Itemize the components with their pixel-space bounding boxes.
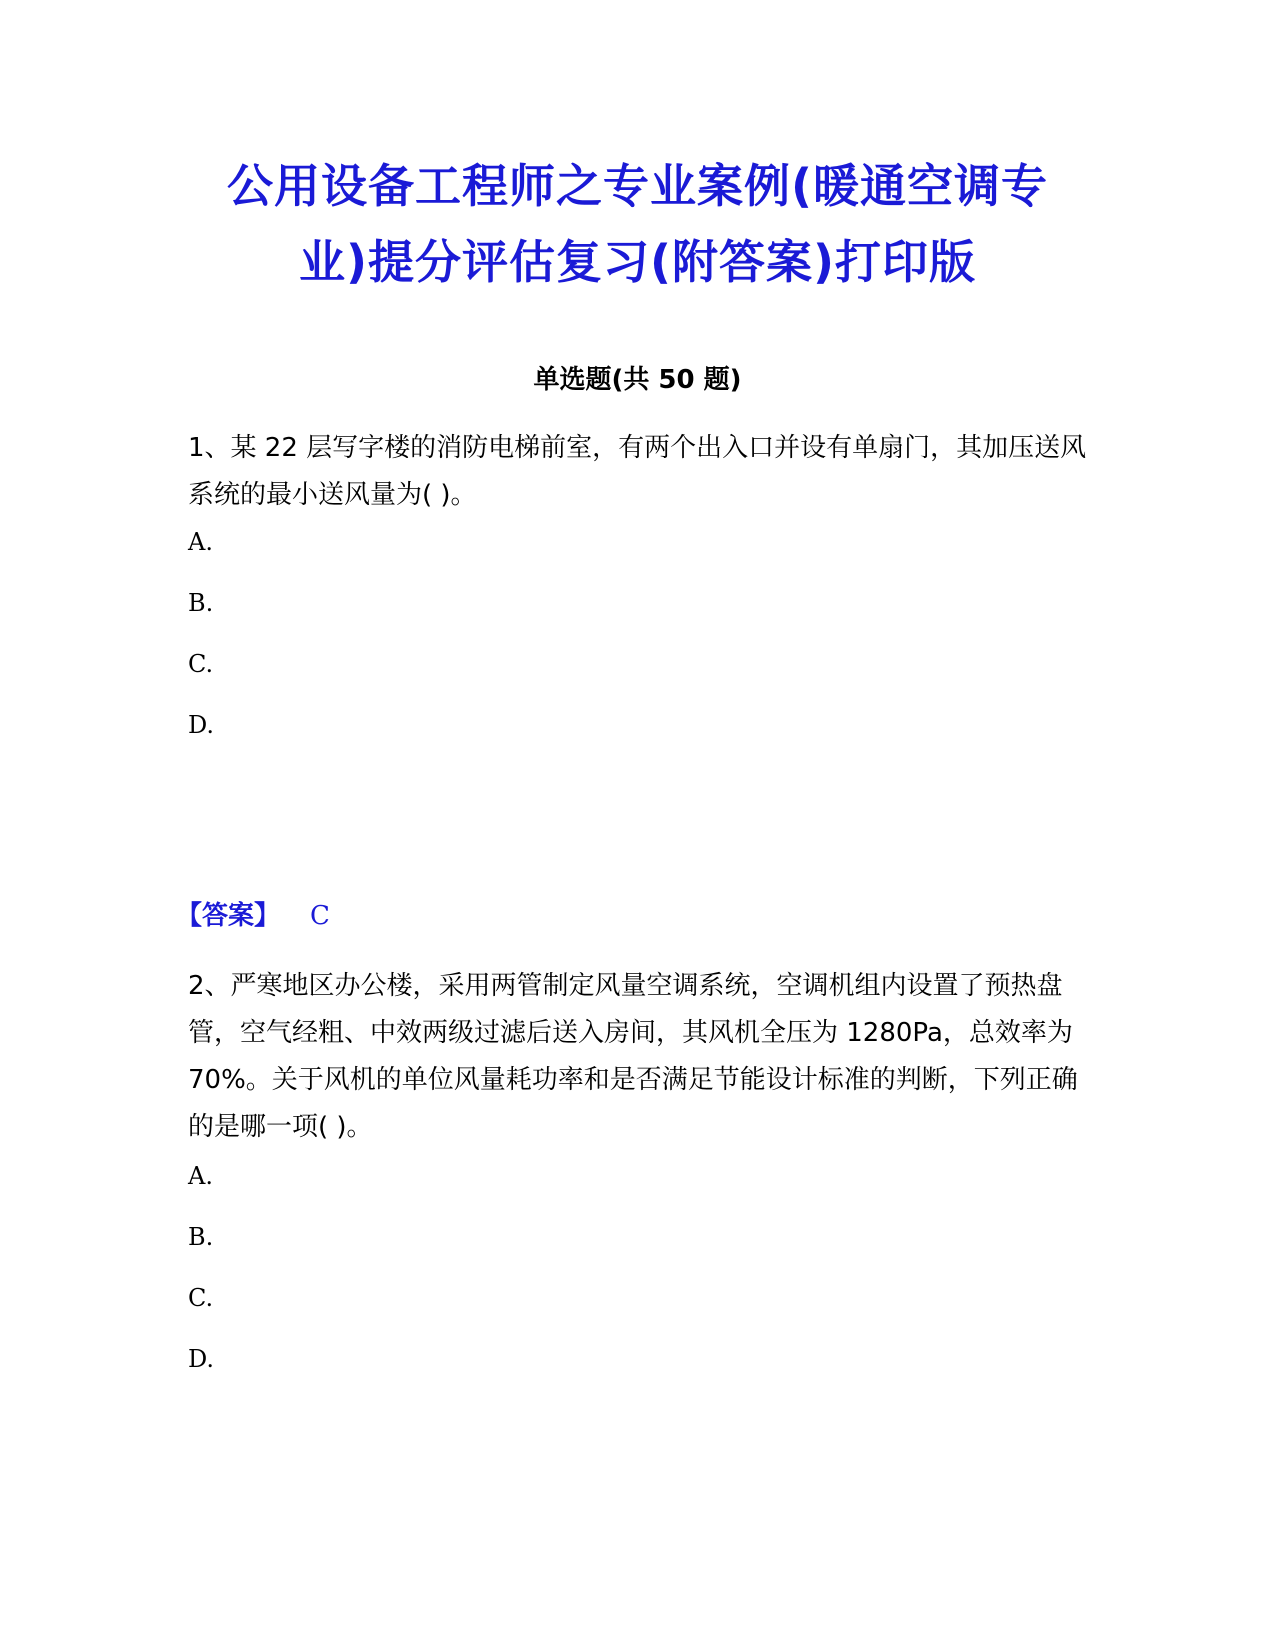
question-1-answer xyxy=(176,898,330,934)
question-1-text: 1、某 22 层写字楼的消防电梯前室，有两个出入口并设有单扇门，其加压送风系统的最小送风量为( )。 xyxy=(188,433,1087,510)
question-1-option-a: A. xyxy=(188,528,213,556)
question-1-option-b: B. xyxy=(188,589,214,617)
question-2-option-a: A. xyxy=(188,1162,213,1190)
question-2-option-d: D. xyxy=(188,1345,215,1373)
section-heading: 单选题(共 50 题) xyxy=(533,365,742,395)
document-title-line-2: 业)提分评估复习(附答案)打印版 xyxy=(298,235,977,289)
document-title-line-1: 公用设备工程师之专业案例(暖通空调专 xyxy=(226,159,1049,213)
answer-label: 【答案】 xyxy=(176,901,281,931)
question-2-text: 2、严寒地区办公楼，采用两管制定风量空调系统，空调机组内设置了预热盘管，空气经粗、中效两级过滤后送入房间，其风机全压为 1280Pa，总效率为 70%。关于风机的单位风量耗功率和是否满足节能设计标准的判断，下列正确的是哪一项( )。 xyxy=(188,971,1078,1142)
question-2-option-c: C. xyxy=(188,1284,214,1312)
question-2-option-b: B. xyxy=(188,1223,214,1251)
question-1-option-d: D. xyxy=(188,711,215,739)
question-1-option-c: C. xyxy=(188,650,214,678)
answer-value: C xyxy=(310,901,330,931)
